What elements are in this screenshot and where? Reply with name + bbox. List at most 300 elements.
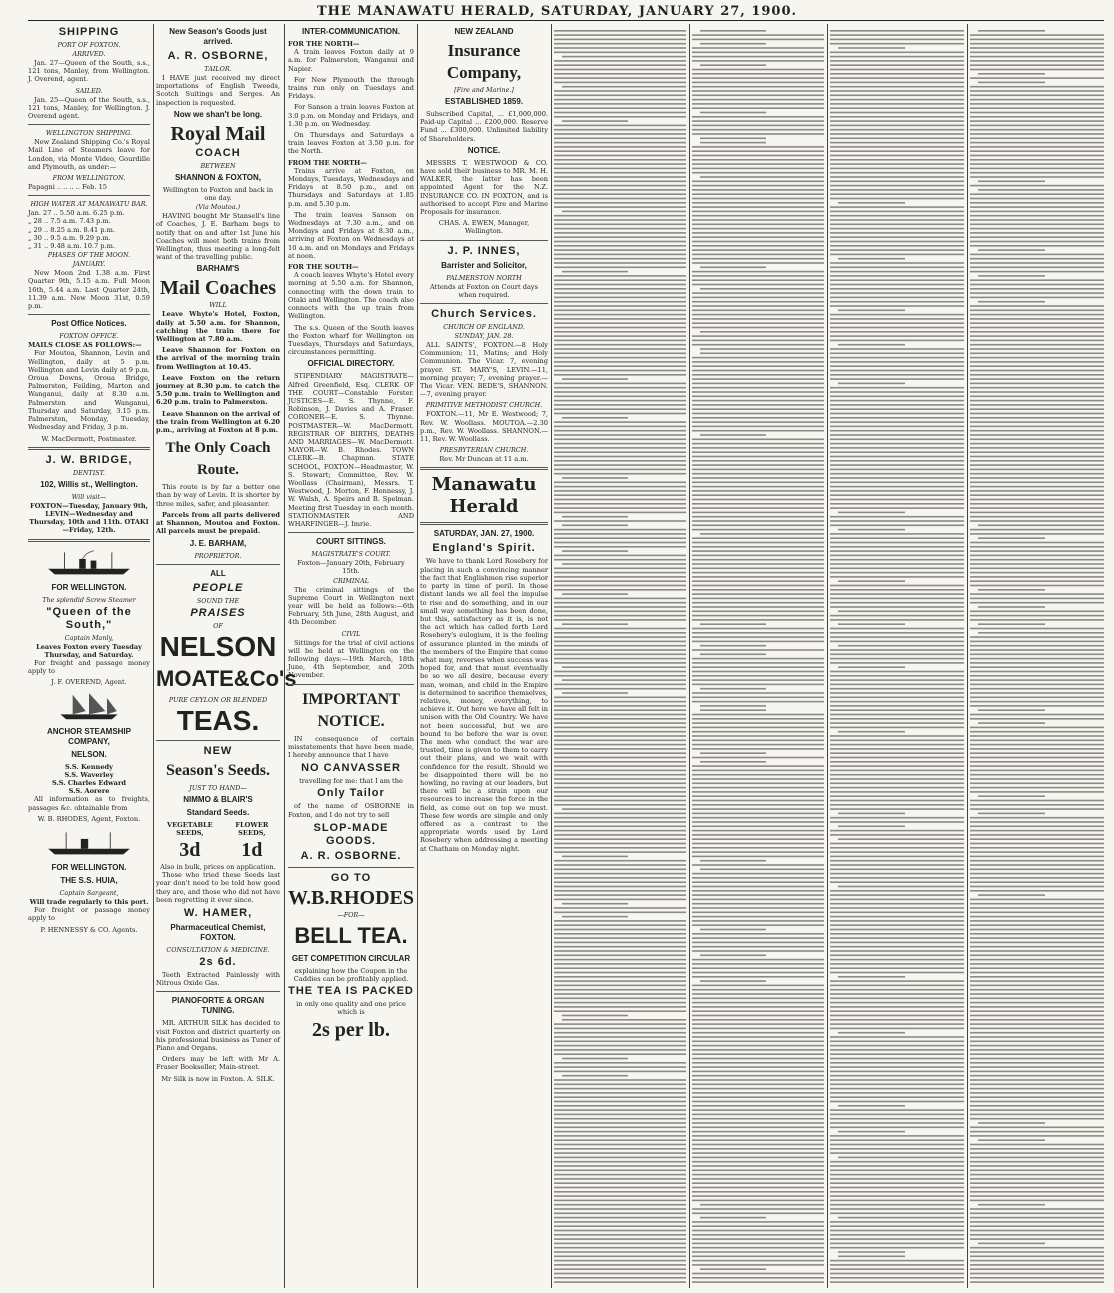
text-line bbox=[970, 873, 1104, 875]
text-line bbox=[830, 387, 964, 389]
text-line bbox=[554, 1023, 686, 1025]
text-line bbox=[970, 262, 1104, 264]
text-line bbox=[562, 550, 628, 552]
text-line bbox=[692, 133, 824, 135]
text-line bbox=[970, 434, 1104, 436]
text-line bbox=[554, 292, 686, 294]
text-line bbox=[830, 60, 964, 62]
text-line bbox=[554, 537, 686, 539]
from-north-label: FROM THE NORTH— bbox=[288, 158, 367, 167]
text-line bbox=[830, 39, 964, 41]
text-line bbox=[830, 559, 964, 561]
text-line bbox=[554, 770, 686, 772]
civil-text: Sittings for the trial of civil actions will be held at Wellington on the following days:—19th March, 18th June, 4th September, and 20th November. bbox=[288, 638, 414, 680]
text-line bbox=[692, 1109, 824, 1111]
text-line bbox=[970, 211, 1104, 213]
text-line bbox=[970, 1066, 1104, 1068]
text-line bbox=[970, 946, 1104, 948]
text-line bbox=[554, 439, 686, 441]
text-line bbox=[692, 185, 824, 187]
text-line bbox=[970, 494, 1104, 496]
text-line bbox=[692, 701, 824, 703]
text-line bbox=[830, 744, 964, 746]
text-line bbox=[970, 1273, 1104, 1275]
text-line bbox=[692, 1165, 824, 1167]
text-line bbox=[692, 400, 824, 402]
text-line bbox=[970, 1023, 1104, 1025]
text-line bbox=[830, 254, 964, 256]
column-rule bbox=[967, 24, 968, 1288]
text-line bbox=[692, 202, 824, 204]
text-line bbox=[830, 649, 964, 651]
text-line bbox=[554, 163, 686, 165]
text-line bbox=[554, 714, 686, 716]
text-line bbox=[830, 430, 964, 432]
text-line bbox=[692, 1122, 824, 1124]
text-line bbox=[562, 1075, 628, 1077]
text-line bbox=[692, 262, 824, 264]
text-line bbox=[562, 1058, 628, 1060]
text-line bbox=[692, 408, 824, 410]
text-line bbox=[830, 1058, 964, 1060]
text-line bbox=[554, 697, 686, 699]
text-line bbox=[970, 1178, 1104, 1180]
text-line bbox=[692, 619, 824, 621]
text-line bbox=[554, 950, 686, 952]
text-line bbox=[554, 1187, 686, 1189]
text-line bbox=[554, 1191, 686, 1193]
text-line bbox=[830, 589, 964, 591]
text-line bbox=[554, 826, 686, 828]
text-line bbox=[692, 778, 824, 780]
text-line bbox=[692, 1053, 824, 1055]
queen-of-the-south-title: "Queen of the South," bbox=[46, 605, 132, 631]
text-line bbox=[830, 1273, 964, 1275]
text-line bbox=[554, 774, 686, 776]
visits-text: FOXTON—Tuesday, January 9th, LEVIN—Wednesday and Thursday, 10th and 11th. OTAKI—Friday, 12th. bbox=[29, 501, 149, 535]
text-line bbox=[692, 1045, 824, 1047]
information-text: All information as to freights, passages &c. obtainable from bbox=[28, 795, 150, 812]
text-line bbox=[830, 482, 964, 484]
text-line bbox=[830, 1028, 964, 1030]
text-line bbox=[830, 576, 964, 578]
text-line bbox=[830, 1019, 964, 1021]
text-line bbox=[970, 292, 1104, 294]
text-line bbox=[970, 1075, 1104, 1077]
text-line bbox=[970, 826, 1104, 828]
text-line bbox=[700, 142, 766, 144]
text-line bbox=[700, 709, 766, 711]
text-line bbox=[970, 791, 1104, 793]
column-advertisements bbox=[156, 24, 297, 1288]
text-line bbox=[970, 503, 1104, 505]
text-line bbox=[554, 107, 686, 109]
text-line bbox=[554, 456, 686, 458]
text-line bbox=[554, 331, 686, 333]
text-line bbox=[692, 224, 824, 226]
text-line bbox=[830, 804, 964, 806]
text-line bbox=[554, 1002, 686, 1004]
text-line bbox=[554, 804, 686, 806]
text-line bbox=[554, 1238, 686, 1240]
text-line bbox=[830, 662, 964, 664]
text-line bbox=[970, 550, 1104, 552]
palmerston-line: PALMERSTON NORTH bbox=[446, 273, 522, 282]
via-moutoa: (Via Moutoa.) bbox=[195, 203, 241, 212]
text-line bbox=[554, 219, 686, 221]
text-line bbox=[830, 525, 964, 527]
text-line bbox=[692, 155, 824, 157]
text-line bbox=[562, 808, 686, 810]
text-line bbox=[554, 52, 686, 54]
text-line bbox=[970, 856, 1104, 858]
official-directory-heading: OFFICIAL DIRECTORY. bbox=[307, 359, 395, 369]
text-line bbox=[830, 297, 964, 299]
text-line bbox=[978, 623, 1045, 625]
text-line bbox=[970, 808, 1104, 810]
text-line bbox=[830, 1084, 964, 1086]
text-line bbox=[838, 623, 905, 625]
text-line bbox=[830, 787, 964, 789]
text-line bbox=[554, 64, 686, 66]
text-line bbox=[830, 735, 964, 737]
text-line bbox=[830, 464, 964, 466]
text-line bbox=[692, 821, 824, 823]
text-line bbox=[554, 924, 686, 926]
text-line bbox=[562, 477, 628, 479]
text-line bbox=[970, 993, 1104, 995]
text-line bbox=[554, 1006, 686, 1008]
text-line bbox=[700, 434, 766, 436]
text-line bbox=[692, 34, 824, 36]
text-line bbox=[554, 641, 686, 643]
text-line bbox=[830, 1195, 964, 1197]
text-line bbox=[692, 1174, 824, 1176]
text-line bbox=[830, 1101, 964, 1103]
text-line bbox=[830, 714, 964, 716]
text-line bbox=[830, 1139, 964, 1141]
text-line bbox=[554, 340, 686, 342]
text-line bbox=[692, 576, 824, 578]
text-line bbox=[692, 271, 824, 273]
text-line bbox=[970, 1109, 1104, 1111]
text-line bbox=[830, 602, 964, 604]
text-line bbox=[692, 146, 824, 148]
text-line bbox=[692, 1092, 824, 1094]
notice-text: MESSRS T. WESTWOOD & CO. have sold their business to MR. M. H. WALKER, the latter has been appointed Agent for the N.Z. INSURANCE CO. IN FOXTON, and is authorised to accept Fire and Marine Proposals for insurance. bbox=[420, 158, 548, 217]
text-line bbox=[970, 460, 1104, 462]
text-line bbox=[838, 826, 905, 828]
text-line bbox=[554, 1260, 686, 1262]
only-tailor-text: of the name of OSBORNE in Foxton, and I do not try to sell bbox=[288, 802, 414, 819]
text-line bbox=[692, 1221, 824, 1223]
text-line bbox=[970, 615, 1104, 617]
text-line bbox=[970, 206, 1104, 208]
text-line bbox=[554, 606, 686, 608]
wellington-shipping-heading: WELLINGTON SHIPPING. bbox=[45, 129, 133, 138]
text-line bbox=[970, 172, 1104, 174]
text-line bbox=[970, 985, 1104, 987]
text-line bbox=[554, 1217, 686, 1219]
text-line bbox=[970, 90, 1104, 92]
text-line bbox=[692, 907, 824, 909]
text-line bbox=[970, 714, 1104, 716]
text-line bbox=[970, 585, 1104, 587]
text-line bbox=[970, 1036, 1104, 1038]
text-line bbox=[978, 1139, 1045, 1141]
text-line bbox=[970, 1230, 1104, 1232]
text-line bbox=[692, 520, 824, 522]
text-line bbox=[692, 314, 824, 316]
text-line bbox=[692, 916, 824, 918]
text-line bbox=[830, 881, 964, 883]
text-line bbox=[554, 245, 686, 247]
text-line bbox=[970, 1045, 1104, 1047]
text-line bbox=[554, 791, 686, 793]
text-line bbox=[830, 641, 964, 643]
text-line bbox=[554, 198, 686, 200]
osborne-name: A. R. OSBORNE, bbox=[167, 50, 269, 62]
text-line bbox=[830, 1114, 964, 1116]
text-line bbox=[554, 722, 686, 724]
text-line bbox=[838, 258, 905, 260]
text-line bbox=[554, 189, 686, 191]
text-line bbox=[554, 615, 686, 617]
text-line bbox=[692, 912, 824, 914]
text-line bbox=[970, 138, 1104, 140]
text-line bbox=[554, 830, 686, 832]
text-line bbox=[978, 181, 1045, 183]
text-line bbox=[554, 262, 686, 264]
text-line bbox=[692, 1277, 824, 1279]
text-line bbox=[838, 344, 905, 346]
hamer-name: W. HAMER, bbox=[183, 906, 253, 919]
text-line bbox=[970, 439, 1104, 441]
text-line bbox=[970, 1032, 1104, 1034]
text-line bbox=[830, 821, 964, 823]
text-line bbox=[970, 322, 1104, 324]
text-texture bbox=[692, 24, 824, 1288]
royal-mail-heading: Royal Mail bbox=[170, 122, 266, 145]
text-line bbox=[830, 370, 964, 372]
text-line bbox=[692, 456, 824, 458]
packed-heading: THE TEA IS PACKED bbox=[288, 985, 414, 998]
text-line bbox=[830, 103, 964, 105]
text-line bbox=[830, 765, 964, 767]
text-line bbox=[692, 1139, 824, 1141]
text-line bbox=[692, 770, 824, 772]
text-line bbox=[700, 64, 766, 66]
text-line bbox=[830, 546, 964, 548]
text-line bbox=[970, 120, 1104, 122]
text-line bbox=[838, 383, 905, 385]
text-line bbox=[692, 894, 824, 896]
text-line bbox=[970, 916, 1104, 918]
text-line bbox=[554, 1084, 686, 1086]
text-line bbox=[830, 301, 964, 303]
text-line bbox=[692, 937, 824, 939]
captain-manly: Captain Manly, bbox=[64, 633, 114, 642]
text-line bbox=[554, 1066, 686, 1068]
text-line bbox=[692, 1243, 824, 1245]
text-line bbox=[692, 150, 824, 152]
text-line bbox=[970, 1010, 1104, 1012]
text-line bbox=[830, 679, 964, 681]
text-line bbox=[554, 718, 686, 720]
text-line bbox=[692, 765, 824, 767]
text-line bbox=[830, 903, 964, 905]
tide-row: „ 30 .. 9.5 a.m. 9.29 p.m. bbox=[28, 233, 111, 242]
bridge-address: 102, Willis st., Wellington. bbox=[40, 479, 138, 489]
text-line bbox=[830, 353, 964, 355]
text-line bbox=[830, 1221, 964, 1223]
column-rule bbox=[689, 24, 690, 1288]
text-line bbox=[970, 219, 1104, 221]
text-line bbox=[692, 886, 824, 888]
text-line bbox=[700, 1204, 824, 1206]
text-line bbox=[830, 1178, 964, 1180]
text-line bbox=[692, 1084, 824, 1086]
text-line bbox=[692, 1105, 824, 1107]
hennessy-signature: P. HENNESSY & CO. Agents. bbox=[40, 925, 138, 934]
text-line bbox=[554, 73, 686, 75]
text-line bbox=[692, 1010, 824, 1012]
text-line bbox=[830, 1161, 964, 1163]
capital-text: Subscribed Capital, ... £1,000,000. Paid-up Capital ... £200,000. Reserve Fund ... £300,000. Unlimited liability of Shareholders. bbox=[420, 110, 548, 143]
text-line bbox=[830, 937, 964, 939]
text-line bbox=[554, 744, 686, 746]
north-text: A train leaves Foxton daily at 9 a.m. for Palmerston, Wanganui and Napier. bbox=[288, 48, 414, 73]
text-line bbox=[970, 365, 1104, 367]
text-line bbox=[554, 787, 686, 789]
standard-seeds-heading: Standard Seeds. bbox=[186, 807, 250, 817]
text-line bbox=[830, 348, 964, 350]
column-rule bbox=[153, 24, 154, 1288]
text-line bbox=[692, 168, 824, 170]
tailor-heading: TAILOR. bbox=[204, 65, 232, 73]
competition-text: explaining how the Coupon in the Caddies can be profitably applied. bbox=[293, 966, 409, 984]
text-line bbox=[692, 666, 824, 668]
text-line bbox=[554, 598, 686, 600]
text-line bbox=[970, 267, 1104, 269]
orders-text: Orders may be left with Mr A. Fraser Bookseller, Main-street. bbox=[156, 1055, 280, 1072]
text-line bbox=[970, 374, 1104, 376]
text-line bbox=[700, 860, 766, 862]
insurance-company-heading: Insurance Company, bbox=[446, 41, 522, 82]
praises-heading: PRAISES bbox=[190, 606, 246, 619]
text-line bbox=[554, 297, 686, 299]
editorial-text: We have to thank Lord Rosebery for placing in such a convincing manner the fact that Englishmen rise superior to party in time of peril. In those distant lands we all feel the impulse to rise and do something, and in our small way something has been done, but this, satisfactory as it is, is not the act which has called forth Lord Rosebery's eulogium, it is the feeling of assurance planted in the minds of the members of the Empire that come what may, reverses when success was hoped for, and that must eventually be so we all desire, because every man, woman, and child in the Empire is determined to sacrifice themselves, relatives, money, everything, to achieve it. Out here we have all felt in unison with the Old Country. We have not been successful, but we are bound to be before the war is over. The men who conduct the war are trusted, time is given to them to carry out their plans, and we wait with confidence for the result. Should we be disappointed there will be no howling, no raving at our leaders, but there will be a strain upon our resources to increase the force in the field, as come out on top we must. These few words are simple and only offered as a contrast to the appropriate words used by Lord Rosebery when addressing a meeting at Chatham on Monday night. bbox=[420, 557, 548, 853]
text-line bbox=[970, 675, 1104, 677]
text-line bbox=[830, 942, 964, 944]
attends-text: Attends at Foxton on Court days when required. bbox=[429, 282, 539, 299]
text-line bbox=[830, 168, 964, 170]
text-line bbox=[830, 129, 964, 131]
text-line bbox=[830, 193, 964, 195]
text-line bbox=[562, 1015, 628, 1017]
text-line bbox=[830, 774, 964, 776]
text-line bbox=[562, 516, 628, 518]
text-line bbox=[970, 933, 1104, 935]
text-line bbox=[970, 942, 1104, 944]
text-line bbox=[970, 1221, 1104, 1223]
text-line bbox=[970, 765, 1104, 767]
text-line bbox=[554, 473, 686, 475]
text-line bbox=[554, 877, 686, 879]
text-line bbox=[692, 993, 824, 995]
text-line bbox=[978, 722, 1045, 724]
text-line bbox=[692, 662, 824, 664]
go-to-heading: GO TO bbox=[330, 871, 372, 884]
text-line bbox=[970, 877, 1104, 879]
text-line bbox=[838, 666, 905, 668]
text-line bbox=[554, 1200, 686, 1202]
text-line bbox=[562, 417, 628, 419]
having-text: HAVING bought Mr Stansell's line of Coaches, J. E. Barham begs to notify that on and after 1st June his Coaches will meet both trains from Wellington, thus meeting a long-felt want of the travelling public. bbox=[156, 212, 280, 262]
text-line bbox=[692, 90, 824, 92]
shipping-heading: SHIPPING bbox=[58, 26, 120, 38]
text-line bbox=[970, 1053, 1104, 1055]
text-line bbox=[838, 1256, 905, 1258]
column-rule bbox=[827, 24, 828, 1288]
tide-row: Jan. 27 .. 5.50 a.m. 6.25 p.m. bbox=[28, 209, 125, 218]
text-texture bbox=[554, 24, 686, 1288]
text-line bbox=[554, 447, 686, 449]
text-line bbox=[554, 507, 686, 509]
text-line bbox=[554, 112, 686, 114]
text-line bbox=[692, 211, 824, 213]
text-line bbox=[830, 1135, 964, 1137]
column-intercommunication bbox=[288, 24, 414, 1288]
text-line bbox=[692, 82, 824, 84]
text-texture bbox=[970, 24, 1104, 1288]
text-line bbox=[692, 378, 824, 380]
text-line bbox=[554, 1096, 686, 1098]
text-line bbox=[970, 1084, 1104, 1086]
text-line bbox=[692, 404, 824, 406]
text-line bbox=[970, 774, 1104, 776]
text-line bbox=[970, 559, 1104, 561]
text-line bbox=[554, 589, 686, 591]
text-line bbox=[830, 331, 964, 333]
text-line bbox=[970, 155, 1104, 157]
text-line bbox=[970, 133, 1104, 135]
text-line bbox=[830, 494, 964, 496]
text-line bbox=[554, 735, 686, 737]
text-line bbox=[830, 1264, 964, 1266]
text-line bbox=[692, 39, 824, 41]
teas-heading: TEAS. bbox=[176, 704, 260, 736]
text-line bbox=[692, 1002, 824, 1004]
text-line bbox=[970, 228, 1104, 230]
column-cablegrams bbox=[830, 24, 964, 1288]
text-line bbox=[554, 142, 686, 144]
text-line bbox=[554, 370, 686, 372]
herald-masthead: Manawatu Herald bbox=[431, 474, 537, 518]
text-line bbox=[554, 77, 686, 79]
text-line bbox=[830, 654, 964, 656]
from-north-text: Trains arrive at Foxton, on Mondays, Tuesdays, Wednesdays and Fridays at 8.50 p.m., and on Thursdays and Saturdays at 1.85 p.m. and 5.30 p.m. bbox=[288, 166, 414, 208]
text-line bbox=[830, 890, 964, 892]
barhams-heading: BARHAM'S bbox=[196, 264, 240, 274]
text-line bbox=[554, 443, 686, 445]
sanson-text: The train leaves Sanson on Wednesdays at 7.30 a.m., and on Mondays and Fridays at 8.30 a.m., arriving at Foxton on Wednesdays at 10 a.m. and on Mondays and Fridays at noon. bbox=[288, 210, 414, 260]
text-line bbox=[830, 843, 964, 845]
text-line bbox=[838, 1157, 964, 1159]
text-line bbox=[692, 1195, 824, 1197]
south-text: The s.s. Queen of the South leaves the Foxton wharf for Wellington on Tuesdays, Thursdays and Saturdays, circumstances permitting. bbox=[288, 323, 414, 357]
text-line bbox=[554, 709, 686, 711]
